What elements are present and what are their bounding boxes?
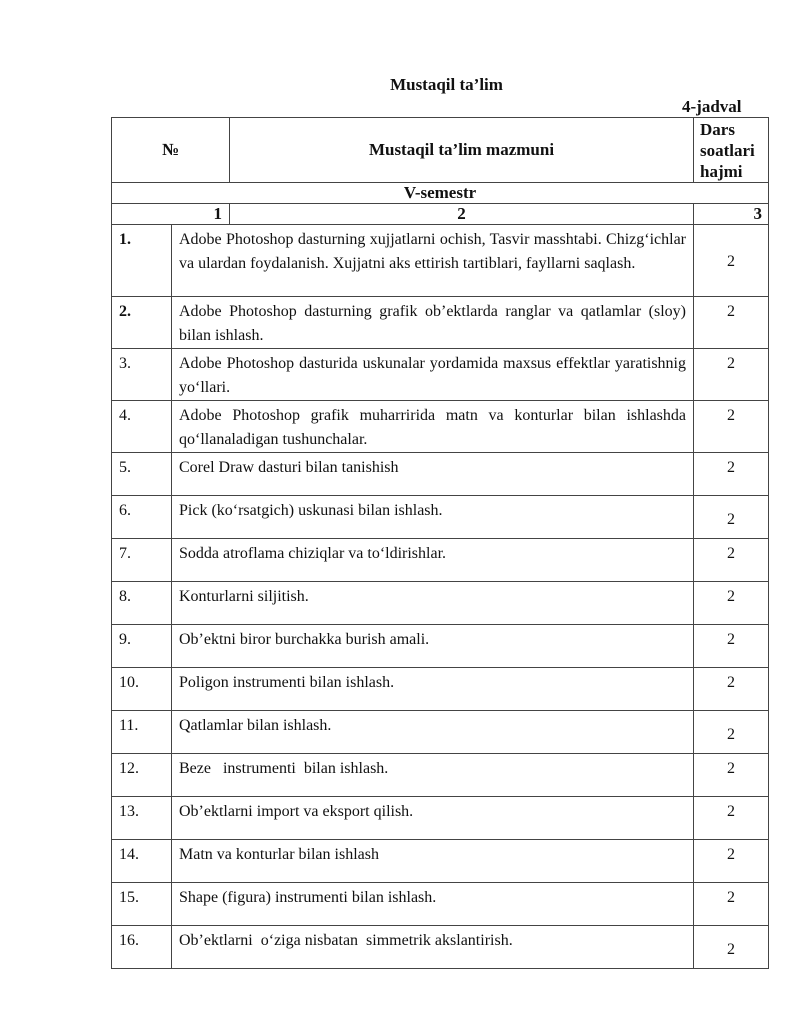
table-row xyxy=(112,797,769,840)
row-number: 15. xyxy=(112,883,172,926)
row-hours: 2 xyxy=(694,883,769,926)
row-content: Adobe Photoshop dasturida uskunalar yordamida maxsus effektlar yaratishnig yo‘llari. xyxy=(172,349,694,401)
row-content: Corel Draw dasturi bilan tanishish xyxy=(172,453,694,496)
table-row xyxy=(112,668,769,711)
row-number: 12. xyxy=(112,754,172,797)
row-hours: 2 xyxy=(694,625,769,668)
table-row xyxy=(112,297,769,349)
row-hours: 2 xyxy=(694,297,769,349)
table-row xyxy=(112,711,769,754)
table-row xyxy=(112,582,769,625)
table-row xyxy=(112,349,769,401)
table-row xyxy=(112,883,769,926)
row-content: Poligon instrumenti bilan ishlash. xyxy=(172,668,694,711)
row-content: Matn va konturlar bilan ishlash xyxy=(172,840,694,883)
row-hours: 2 xyxy=(694,349,769,401)
row-number: 3. xyxy=(112,349,172,401)
row-content: Adobe Photoshop dasturning xujjatlarni ochish, Tasvir masshtabi. Chizg‘ichlar va ulardan foydalanish. Xujjatni aks ettirish tartiblari, fayllarni saqlash. xyxy=(172,225,694,297)
table-row xyxy=(112,840,769,883)
row-content: Ob’ektni biror burchakka burish amali. xyxy=(172,625,694,668)
header-hours-line2: soatlari xyxy=(700,140,755,160)
row-number: 9. xyxy=(112,625,172,668)
table-row xyxy=(112,926,769,969)
row-hours: 2 xyxy=(694,926,769,969)
row-hours: 2 xyxy=(694,668,769,711)
row-hours: 2 xyxy=(694,582,769,625)
row-hours: 2 xyxy=(694,453,769,496)
header-number: № xyxy=(112,118,230,183)
header-hours-line1: Dars xyxy=(700,119,735,139)
row-number: 8. xyxy=(112,582,172,625)
column-number-1: 1 xyxy=(112,204,230,225)
row-hours: 2 xyxy=(694,711,769,754)
header-hours-line3: hajmi xyxy=(700,161,743,181)
document-title: Mustaqil ta’lim xyxy=(390,75,503,94)
row-content: Ob’ektlarni o‘ziga nisbatan simmetrik akslantirish. xyxy=(172,926,694,969)
row-hours: 2 xyxy=(694,840,769,883)
table-row xyxy=(112,453,769,496)
row-number: 11. xyxy=(112,711,172,754)
column-numbers-row xyxy=(112,204,769,225)
table-row xyxy=(112,496,769,539)
table-row xyxy=(112,539,769,582)
row-content: Ob’ektlarni import va eksport qilish. xyxy=(172,797,694,840)
semester-row xyxy=(112,183,769,204)
row-number: 1. xyxy=(112,225,172,297)
row-hours: 2 xyxy=(694,754,769,797)
table-row xyxy=(112,225,769,297)
column-number-2: 2 xyxy=(230,204,694,225)
row-number: 16. xyxy=(112,926,172,969)
row-number: 13. xyxy=(112,797,172,840)
row-content: Qatlamlar bilan ishlash. xyxy=(172,711,694,754)
header-content: Mustaqil ta’lim mazmuni xyxy=(230,118,694,183)
table-header-row xyxy=(112,118,769,183)
table-row xyxy=(112,754,769,797)
header-hours xyxy=(694,118,769,183)
row-content: Beze instrumenti bilan ishlash. xyxy=(172,754,694,797)
row-content: Konturlarni siljitish. xyxy=(172,582,694,625)
table-row xyxy=(112,625,769,668)
row-content: Adobe Photoshop grafik muharririda matn va konturlar bilan ishlashda qo‘llanaladigan tushunchalar. xyxy=(172,401,694,453)
row-number: 10. xyxy=(112,668,172,711)
row-content: Shape (figura) instrumenti bilan ishlash. xyxy=(172,883,694,926)
row-hours: 2 xyxy=(694,539,769,582)
table-label: 4-jadval xyxy=(682,97,742,116)
row-number: 14. xyxy=(112,840,172,883)
table-row xyxy=(112,401,769,453)
row-content: Pick (ko‘rsatgich) uskunasi bilan ishlash. xyxy=(172,496,694,539)
column-number-3: 3 xyxy=(694,204,769,225)
row-hours: 2 xyxy=(694,401,769,453)
row-hours: 2 xyxy=(694,496,769,539)
row-number: 4. xyxy=(112,401,172,453)
row-content: Adobe Photoshop dasturning grafik ob’ektlarda ranglar va qatlamlar (sloy) bilan ishlash. xyxy=(172,297,694,349)
independent-study-table xyxy=(111,117,769,969)
row-number: 5. xyxy=(112,453,172,496)
row-number: 7. xyxy=(112,539,172,582)
semester-label: V-semestr xyxy=(112,183,769,204)
row-hours: 2 xyxy=(694,797,769,840)
row-hours: 2 xyxy=(694,225,769,297)
row-number: 6. xyxy=(112,496,172,539)
row-number: 2. xyxy=(112,297,172,349)
row-content: Sodda atroflama chiziqlar va to‘ldirishlar. xyxy=(172,539,694,582)
